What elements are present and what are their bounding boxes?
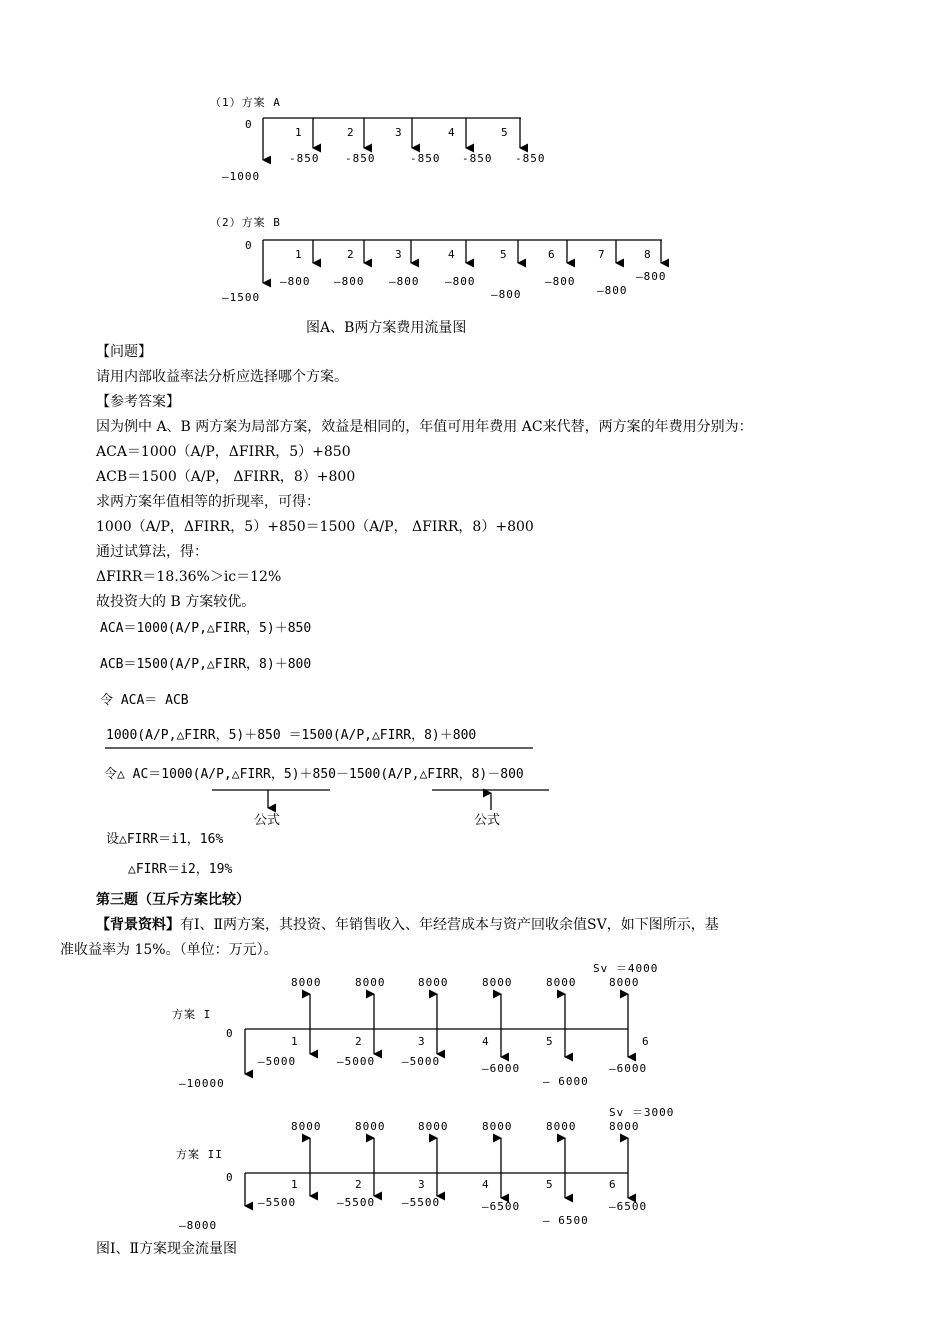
case-a-cost: -850 — [462, 152, 493, 165]
fig-i-cost: —5000 — [258, 1055, 297, 1068]
answer-line: ACA＝1000（A/P，ΔFIRR，5）+850 — [96, 444, 351, 460]
fig-i-period: 2 — [355, 1035, 363, 1048]
fig-i-cost: —5000 — [402, 1055, 441, 1068]
fig-ii-period: 2 — [355, 1178, 363, 1191]
case-b-period: 3 — [395, 248, 403, 261]
answer-line: 求两方案年值相等的折现率，可得： — [96, 494, 320, 510]
fig-i-period: 3 — [418, 1035, 426, 1048]
fig-ii-revenue: 8000 — [482, 1120, 513, 1133]
case-a-period: 2 — [347, 126, 355, 139]
fig-i-zero: 0 — [226, 1027, 234, 1040]
case-b-cost: —800 — [597, 284, 628, 297]
case-b-cost: —800 — [636, 270, 667, 283]
formula-acb: ACB＝1500(A/P,△FIRR，8)＋800 — [100, 657, 312, 672]
case-a-cost: -850 — [515, 152, 546, 165]
case-b-period: 6 — [548, 248, 556, 261]
case-b-period: 2 — [347, 248, 355, 261]
section-3-title: 第三题（互斥方案比较） — [96, 892, 250, 908]
figure-12-caption: 图Ⅰ、Ⅱ方案现金流量图 — [96, 1241, 238, 1257]
fig-ii-cost: —6500 — [482, 1200, 521, 1213]
fig-i-period: 1 — [291, 1035, 299, 1048]
fig-ii-revenue: 8000 — [546, 1120, 577, 1133]
case-b-zero: 0 — [245, 239, 253, 252]
case-b-period: 4 — [448, 248, 456, 261]
formula-equal: 令 ACA＝ ACB — [100, 693, 189, 708]
fig-i-salvage: Sv ＝4000 — [593, 962, 659, 975]
answer-line: 因为例中 A、B 两方案为局部方案，效益是相同的，年值可用年费用 AC来代替，两方案的年费用分别为： — [96, 419, 753, 435]
case-a-period: 1 — [295, 126, 303, 139]
fig-ii-cost: —5500 — [402, 1196, 441, 1209]
case-b-period: 1 — [295, 248, 303, 261]
case-a-initial: —1000 — [222, 170, 261, 183]
fig-i-revenue: 8000 — [291, 976, 322, 989]
fig-ii-revenue: 8000 — [418, 1120, 449, 1133]
fig-i-revenue: 8000 — [355, 976, 386, 989]
formula-i2: △FIRR＝i2，19% — [128, 862, 233, 877]
fig-i-cost: —5000 — [337, 1055, 376, 1068]
fig-ii-label: 方案 II — [176, 1148, 223, 1161]
case-b-cost: —800 — [445, 275, 476, 288]
formula-label-right: 公式 — [474, 813, 501, 828]
fig-i-period: 6 — [642, 1035, 650, 1048]
fig-ii-period: 5 — [546, 1178, 554, 1191]
case-b-period: 7 — [598, 248, 606, 261]
case-a-period: 4 — [448, 126, 456, 139]
fig-ii-period: 3 — [418, 1178, 426, 1191]
case-b-cost: —800 — [491, 288, 522, 301]
fig-ii-revenue: 8000 — [291, 1120, 322, 1133]
fig-i-revenue: 8000 — [482, 976, 513, 989]
case-b-initial: —1500 — [222, 291, 261, 304]
fig-i-revenue: 8000 — [609, 976, 640, 989]
answer-line: 通过试算法，得： — [96, 544, 208, 560]
answer-heading: 【参考答案】 — [96, 394, 180, 410]
fig-ii-initial: —8000 — [179, 1219, 218, 1232]
fig-ii-salvage: Sv ＝3000 — [609, 1106, 675, 1119]
case-b-period: 8 — [644, 248, 652, 261]
formula-delta-ac: 令△ AC＝1000(A/P,△FIRR，5)＋850－1500(A/P,△FIRR，8)－800 — [104, 767, 524, 782]
background-text: 有Ⅰ、Ⅱ两方案，其投资、年销售收入、年经营成本与资产回收余值SV，如下图所示，基 — [180, 917, 719, 933]
fig-i-cost: — 6000 — [543, 1075, 589, 1088]
fig-ii-zero: 0 — [226, 1171, 234, 1184]
case-a-cost: -850 — [289, 152, 320, 165]
case-b-cost: —800 — [280, 275, 311, 288]
answer-line: 1000（A/P，ΔFIRR，5）+850＝1500（A/P， ΔFIRR，8）+800 — [96, 519, 534, 535]
formula-aca: ACA＝1000(A/P,△FIRR，5)＋850 — [100, 621, 312, 636]
fig-ii-cost: —6500 — [609, 1200, 648, 1213]
fig-i-cost: —6000 — [609, 1062, 648, 1075]
question-heading: 【问题】 — [96, 344, 152, 360]
background-line-2: 准收益率为 15%。（单位：万元）。 — [60, 942, 278, 958]
fig-ii-period: 4 — [482, 1178, 490, 1191]
answer-line: ACB＝1500（A/P， ΔFIRR，8）+800 — [96, 469, 356, 485]
fig-i-cost: —6000 — [482, 1062, 521, 1075]
fig-ii-cost: —5500 — [337, 1196, 376, 1209]
case-b-cost: —800 — [389, 275, 420, 288]
background-label: 【背景资料】 — [96, 917, 180, 933]
fig-ii-revenue: 8000 — [355, 1120, 386, 1133]
case-a-cost: -850 — [410, 152, 441, 165]
formula-i1: 设△FIRR＝i1，16% — [106, 832, 224, 847]
case-a-cost: -850 — [345, 152, 376, 165]
case-a-zero: 0 — [245, 118, 253, 131]
formula-label-left: 公式 — [254, 813, 281, 828]
answer-line: 故投资大的 B 方案较优。 — [96, 594, 256, 610]
case-a-period: 3 — [395, 126, 403, 139]
answer-line: ΔFIRR＝18.36%＞ic＝12% — [96, 569, 282, 585]
background-line-1 — [96, 913, 719, 938]
question-text: 请用内部收益率法分析应选择哪个方案。 — [96, 369, 348, 385]
fig-i-initial: —10000 — [179, 1077, 225, 1090]
fig-ii-cost: — 6500 — [543, 1214, 589, 1227]
fig-ii-period: 6 — [609, 1178, 617, 1191]
fig-ii-cost: —5500 — [258, 1196, 297, 1209]
case-b-cost: —800 — [334, 275, 365, 288]
fig-i-revenue: 8000 — [418, 976, 449, 989]
fig-ii-revenue: 8000 — [609, 1120, 640, 1133]
case-b-period: 5 — [500, 248, 508, 261]
fig-ii-period: 1 — [291, 1178, 299, 1191]
fig-i-label: 方案 I — [172, 1008, 212, 1021]
fig-i-revenue: 8000 — [546, 976, 577, 989]
fig-i-period: 4 — [482, 1035, 490, 1048]
case-a-period: 5 — [501, 126, 509, 139]
case-b-label: （2）方案 B — [210, 216, 281, 229]
case-b-cost: —800 — [545, 275, 576, 288]
fig-i-period: 5 — [546, 1035, 554, 1048]
figure-ab-caption: 图A、B两方案费用流量图 — [306, 320, 467, 336]
case-a-label: （1）方案 A — [210, 96, 281, 109]
formula-equation: 1000(A/P,△FIRR，5)＋850 ＝1500(A/P,△FIRR，8)＋800 — [106, 728, 477, 743]
